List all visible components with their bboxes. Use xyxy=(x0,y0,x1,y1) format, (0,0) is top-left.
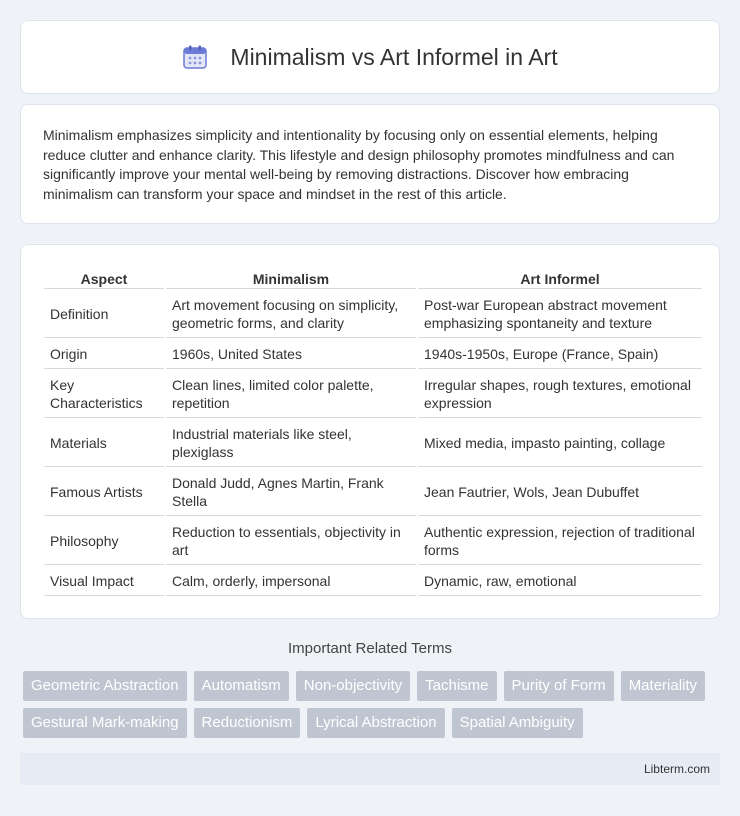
related-term-tag[interactable]: Non-objectivity xyxy=(296,671,410,701)
cell-art-informel: 1940s-1950s, Europe (France, Spain) xyxy=(418,340,702,369)
table-row xyxy=(44,518,702,565)
comparison-table-card xyxy=(20,244,720,619)
cell-aspect: Key Characteristics xyxy=(44,371,164,418)
cell-aspect: Materials xyxy=(44,420,164,467)
title-card xyxy=(20,20,720,94)
table-row xyxy=(44,469,702,516)
related-term-tag[interactable]: Spatial Ambiguity xyxy=(452,708,583,738)
comparison-table xyxy=(42,263,704,598)
cell-aspect: Definition xyxy=(44,291,164,338)
header-aspect: Aspect xyxy=(44,265,164,289)
table-row xyxy=(44,371,702,418)
related-term-tag[interactable]: Gestural Mark-making xyxy=(23,708,187,738)
cell-art-informel: Post-war European abstract movement emphasizing spontaneity and texture xyxy=(418,291,702,338)
related-term-tag[interactable]: Automatism xyxy=(194,671,289,701)
footer-site-link[interactable]: Libterm.com xyxy=(643,762,710,776)
table-row xyxy=(44,420,702,467)
table-row xyxy=(44,291,702,338)
calendar-icon xyxy=(182,44,208,70)
footer xyxy=(20,753,720,785)
related-term-tag[interactable]: Lyrical Abstraction xyxy=(307,708,444,738)
cell-aspect: Famous Artists xyxy=(44,469,164,516)
related-term-tag[interactable]: Tachisme xyxy=(417,671,496,701)
cell-minimalism: Donald Judd, Agnes Martin, Frank Stella xyxy=(166,469,416,516)
cell-aspect: Visual Impact xyxy=(44,567,164,596)
page-title: Minimalism vs Art Informel in Art xyxy=(230,43,558,70)
cell-minimalism: Calm, orderly, impersonal xyxy=(166,567,416,596)
related-term-tag[interactable]: Materiality xyxy=(621,671,705,701)
cell-minimalism: 1960s, United States xyxy=(166,340,416,369)
header-art-informel: Art Informel xyxy=(418,265,702,289)
table-row xyxy=(44,340,702,369)
related-term-tag[interactable]: Purity of Form xyxy=(504,671,614,701)
table-header-row xyxy=(44,265,702,289)
cell-minimalism: Industrial materials like steel, plexiglass xyxy=(166,420,416,467)
related-terms-title: Important Related Terms xyxy=(288,640,452,657)
related-term-tag[interactable]: Reductionism xyxy=(194,708,301,738)
related-term-tag[interactable]: Geometric Abstraction xyxy=(23,671,187,701)
cell-minimalism: Reduction to essentials, objectivity in art xyxy=(166,518,416,565)
cell-art-informel: Jean Fautrier, Wols, Jean Dubuffet xyxy=(418,469,702,516)
cell-aspect: Origin xyxy=(44,340,164,369)
cell-art-informel: Authentic expression, rejection of traditional forms xyxy=(418,518,702,565)
intro-card xyxy=(20,104,720,224)
cell-art-informel: Dynamic, raw, emotional xyxy=(418,567,702,596)
related-terms-list xyxy=(23,671,723,745)
cell-art-informel: Mixed media, impasto painting, collage xyxy=(418,420,702,467)
cell-art-informel: Irregular shapes, rough textures, emotional expression xyxy=(418,371,702,418)
cell-minimalism: Art movement focusing on simplicity, geometric forms, and clarity xyxy=(166,291,416,338)
cell-minimalism: Clean lines, limited color palette, repetition xyxy=(166,371,416,418)
table-row xyxy=(44,567,702,596)
intro-text: Minimalism emphasizes simplicity and intentionality by focusing only on essential elements, helping reduce clutter and enhance clarity. This lifestyle and design philosophy promotes mindfulness and can significantly improve your mental well-being by removing distractions. Discover how embracing minimalism can transform your space and mindset in the rest of this article. xyxy=(43,127,675,202)
header-minimalism: Minimalism xyxy=(166,265,416,289)
cell-aspect: Philosophy xyxy=(44,518,164,565)
